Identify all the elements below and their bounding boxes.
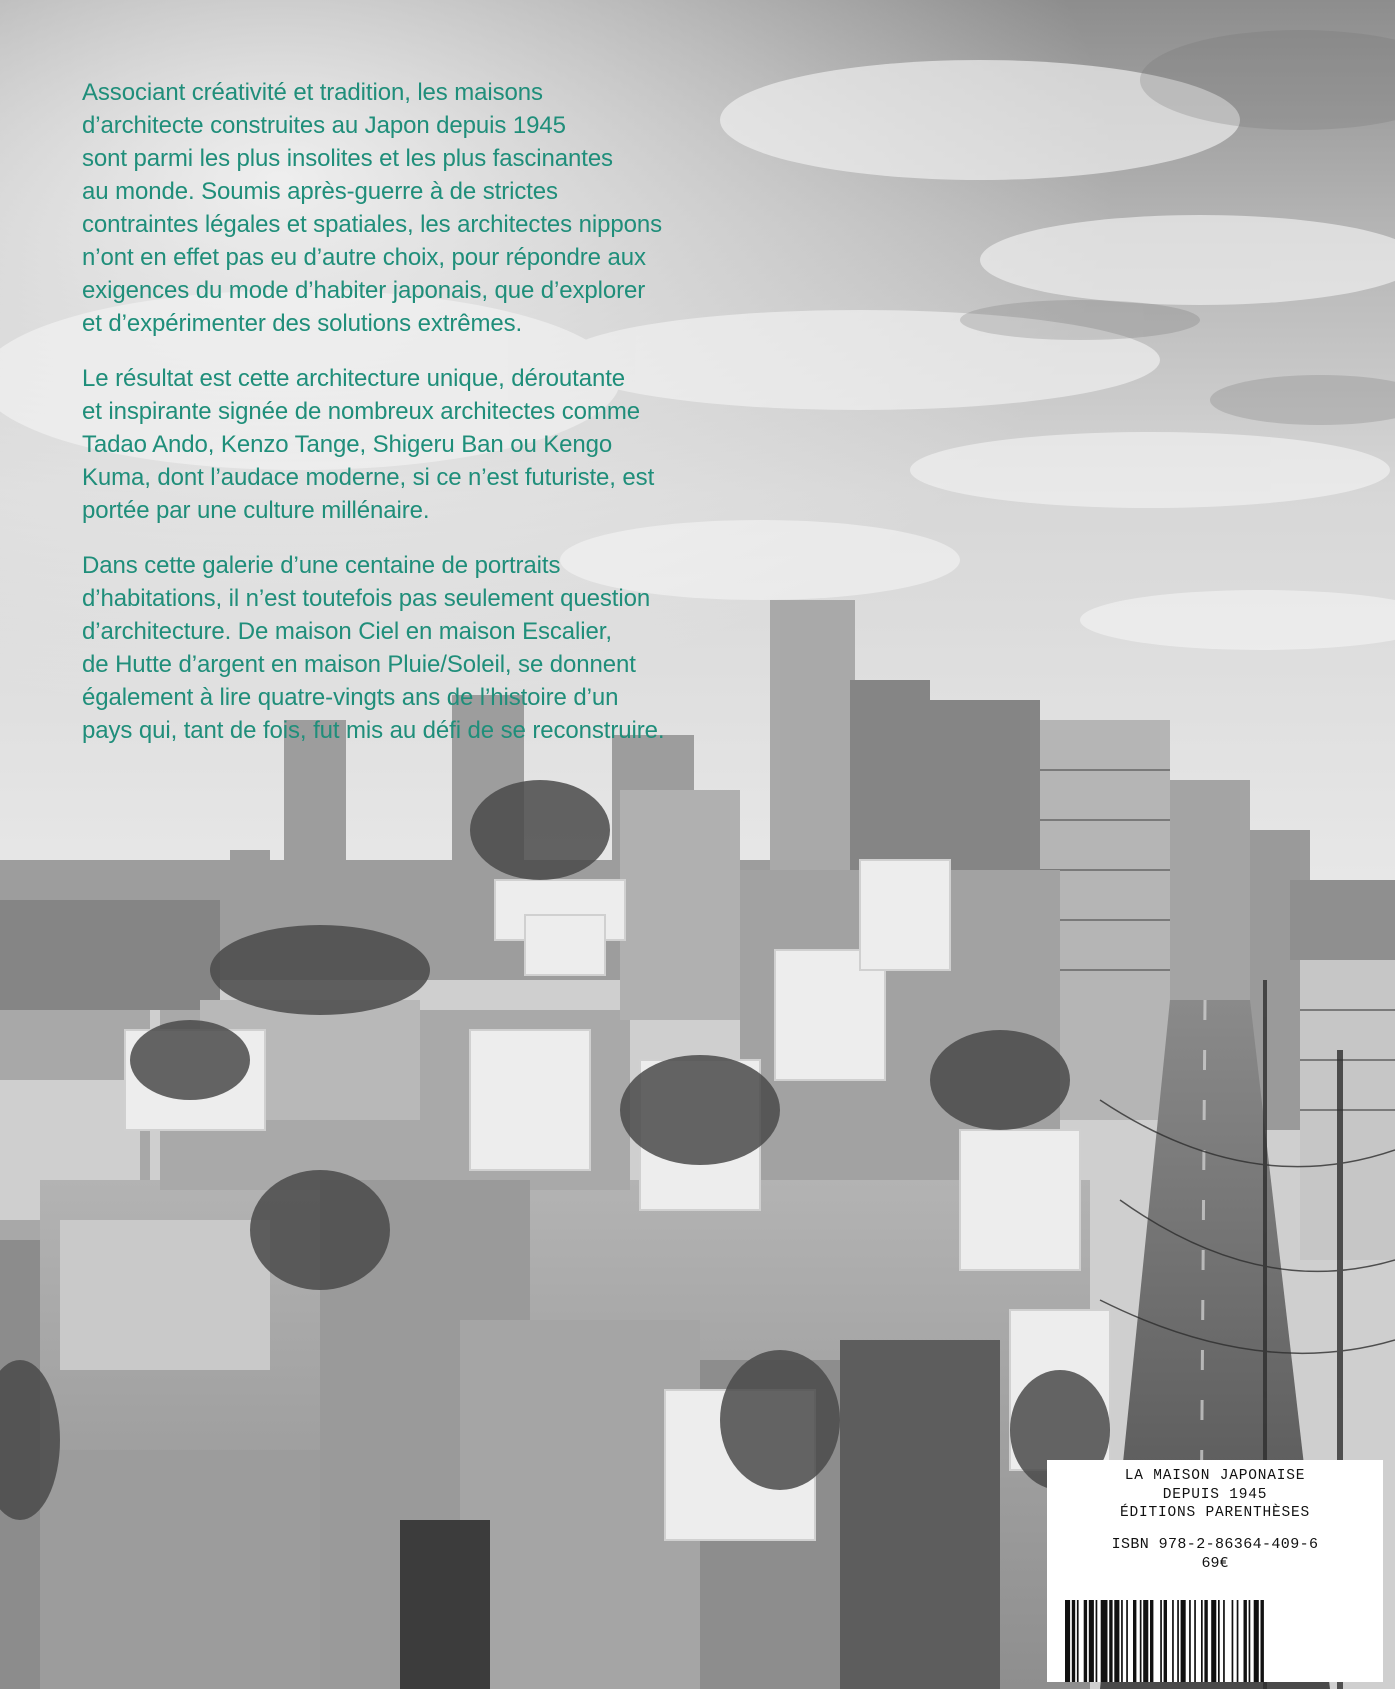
- label-publisher: ÉDITIONS PARENTHÈSES: [1119, 1505, 1311, 1521]
- barcode-bar: [1223, 1600, 1225, 1682]
- barcode-bar: [1114, 1600, 1119, 1682]
- barcode-bar: [1109, 1600, 1112, 1682]
- barcode-bar: [1143, 1600, 1148, 1682]
- blurb-paragraph-2: Le résultat est cette architecture unique, déroutante et inspirante signée de nombreux architectes comme Tadao Ando, Kenzo Tange, Shigeru Ban ou Kengo Kuma, dont l’audace moderne, si ce n’est futuriste, est portée par une culture millénaire.: [82, 365, 655, 524]
- barcode-bar: [1194, 1600, 1196, 1682]
- barcode-bar: [1126, 1600, 1128, 1682]
- barcode-bar: [1150, 1600, 1153, 1682]
- barcode-bar: [1249, 1600, 1251, 1682]
- label-subtitle: DEPUIS 1945: [1162, 1486, 1268, 1503]
- barcode-bar: [1261, 1600, 1264, 1682]
- barcode-bar: [1084, 1600, 1087, 1682]
- barcode-bar: [1177, 1600, 1179, 1682]
- barcode-bar: [1218, 1600, 1220, 1682]
- barcode-bar: [1101, 1600, 1108, 1682]
- barcode-icon: [1065, 1600, 1365, 1682]
- barcode-bar: [1237, 1600, 1239, 1682]
- blurb-text: [82, 76, 702, 769]
- barcode-bar: [1133, 1600, 1136, 1682]
- isbn: ISBN 978-2-86364-409-6: [1111, 1535, 1319, 1553]
- barcode-bar: [1065, 1600, 1070, 1682]
- barcode-bar: [1164, 1600, 1167, 1682]
- barcode-bar: [1096, 1600, 1098, 1682]
- label-title: LA MAISON JAPONAISE: [1124, 1468, 1306, 1484]
- barcode-bar: [1172, 1600, 1174, 1682]
- barcode-bar: [1201, 1600, 1203, 1682]
- barcode-bar: [1189, 1600, 1191, 1682]
- barcode-bar: [1181, 1600, 1186, 1682]
- barcode-bar: [1072, 1600, 1075, 1682]
- barcode-bar: [1244, 1600, 1247, 1682]
- barcode-bar: [1232, 1600, 1234, 1682]
- barcode-bar: [1077, 1600, 1079, 1682]
- price: 69€: [1201, 1554, 1229, 1572]
- barcode-bar: [1204, 1600, 1207, 1682]
- barcode-bar: [1140, 1600, 1142, 1682]
- blurb-paragraph-3: Dans cette galerie d’une centaine de portraits d’habitations, il n’est toutefois pas seulement question d’architecture. De maison Ciel en maison Escalier, de Hutte d’argent en maison Pluie/Soleil, se donnent également à lire quatre-vingts ans de l’histoire d’un pays qui, tant de fois, fut mis au défi de se reconstruire.: [82, 552, 665, 744]
- barcode-bar: [1211, 1600, 1216, 1682]
- price-label: [1047, 1460, 1383, 1682]
- barcode-bar: [1160, 1600, 1162, 1682]
- barcode-bar: [1254, 1600, 1259, 1682]
- barcode-bar: [1089, 1600, 1094, 1682]
- blurb-paragraph-1: Associant créativité et tradition, les maisons d’architecte construites au Japon depuis 1945 sont parmi les plus insolites et les plus fascinantes au monde. Soumis après-guerre à de strictes contraintes légales et spatiales, les architectes nippons n’ont en effet pas eu d’autre choix, pour répondre aux exigences du mode d’habiter japonais, que d’explorer et d’expérimenter des solutions extrêmes.: [82, 79, 662, 337]
- barcode-bar: [1121, 1600, 1123, 1682]
